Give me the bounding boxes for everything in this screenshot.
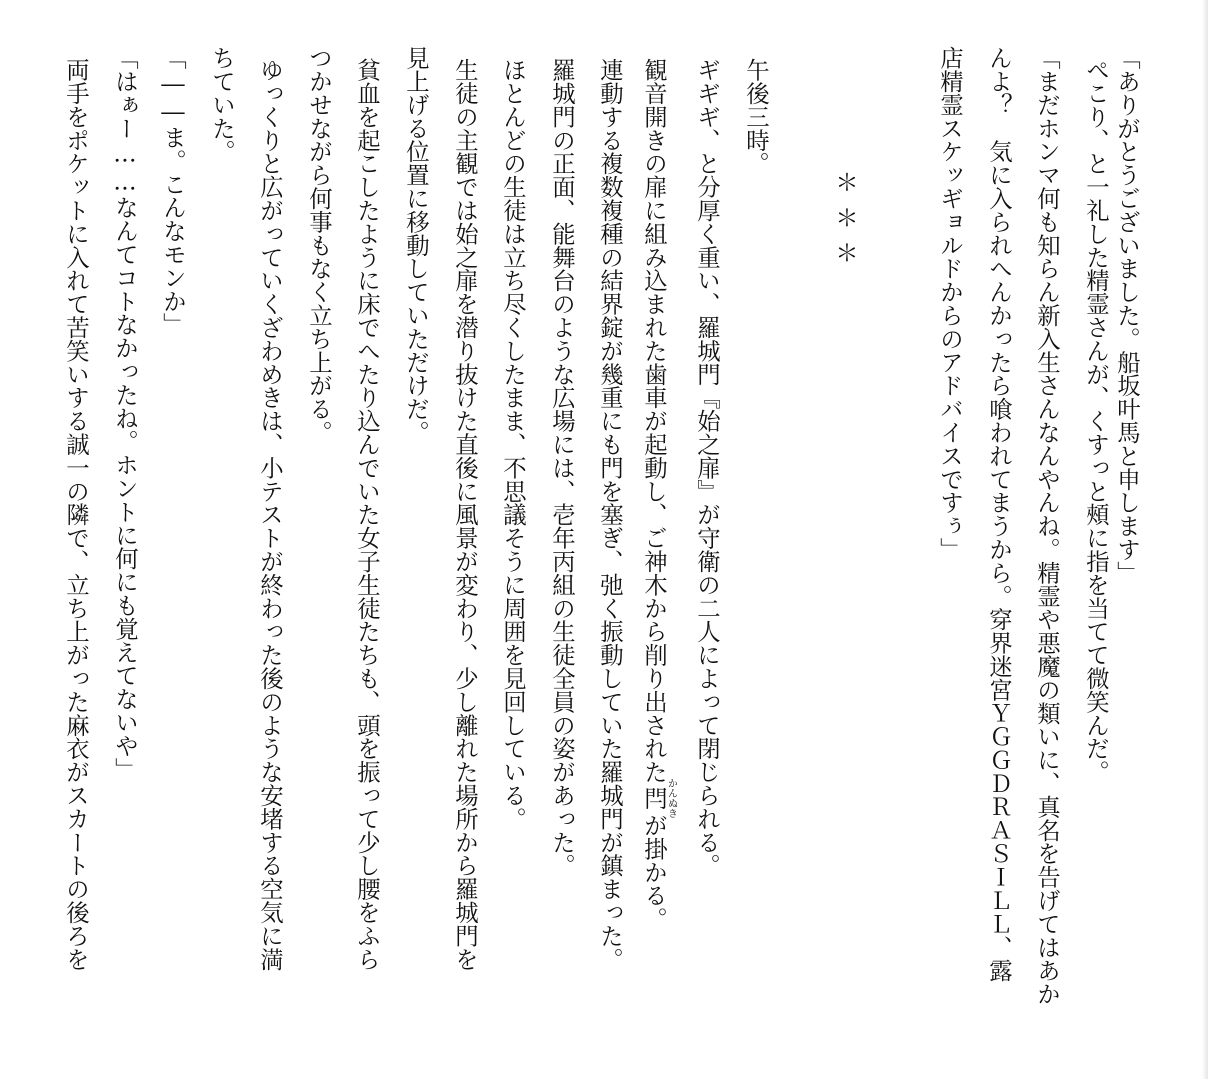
ruby-reading: かんぬき — [665, 778, 677, 819]
ruby-base: 閂 — [640, 778, 668, 819]
text-line: 午後三時。 — [742, 58, 770, 175]
text-line — [642, 58, 676, 1088]
text-line: ほとんどの生徒は立ち尽くしたまま、不思議そうに周囲を見回している。 — [499, 58, 527, 831]
text-line: 両手をポケットに入れて苦笑いする誠一の隣で、立ち上がった麻衣がスカートの後ろを — [62, 58, 90, 971]
ruby-word — [640, 778, 677, 819]
text-line: つかせながら何事もなく立ち上がる。 — [305, 46, 333, 444]
text-line: ちていた。 — [208, 46, 236, 163]
text-line: ぺこり、と一礼した精霊さんが、くすっと頰に指を当てて微笑んだ。 — [1082, 58, 1110, 784]
scene-separator: ＊＊＊ — [831, 170, 859, 277]
text-line: 見上げる位置に移動していただけだ。 — [402, 46, 430, 444]
text-line: 「――ま。こんなモンか」 — [159, 46, 187, 336]
text-line: 生徒の主観では始之扉を潜り抜けた直後に風景が変わり、少し離れた場所から羅城門を — [451, 58, 479, 971]
text-line: 「ありがとうございました。船坂叶馬と申します」 — [1113, 46, 1141, 585]
text-line-part: が掛かる。 — [640, 813, 668, 931]
text-line: 「まだホンマ何も知らん新入生さんなんやんね。精霊や悪魔の類いに、真名を告げてはあか — [1033, 46, 1061, 1006]
text-line: 連動する複数複種の結界錠が幾重にも門を塞ぎ、弛く振動していた羅城門が鎮まった。 — [596, 58, 624, 971]
text-line: ギギギ、と分厚く重い、羅城門『始之扉』が守衛の二人によって閉じられる。 — [693, 58, 721, 877]
text-line: 店精霊スケッギョルドからのアドバイスですぅ」 — [936, 46, 964, 561]
text-line-part: 観音開きの扉に組み込まれた歯車が起動し、ご神木から削り出された — [640, 58, 668, 784]
text-line: 羅城門の正面、能舞台のような広場には、壱年丙組の生徒全員の姿があった。 — [548, 58, 576, 877]
text-line: んよ？ 気に入られへんかったら喰われてまうから。穿界迷宮ＹＧＧＤＲＡＳＩＬＬ、露 — [985, 46, 1013, 982]
text-line: ゆっくりと広がっていくざわめきは、小テストが終わった後のような安堵する空気に満 — [256, 58, 284, 971]
page-edge — [1202, 0, 1208, 1079]
text-line: 貧血を起こしたように床でへたり込んでいた女子生徒たちも、頭を振って少し腰をふら — [353, 58, 381, 971]
text-line: 「はぁー……なんてコトなかったね。ホントに何にも覚えてないや」 — [111, 46, 139, 781]
